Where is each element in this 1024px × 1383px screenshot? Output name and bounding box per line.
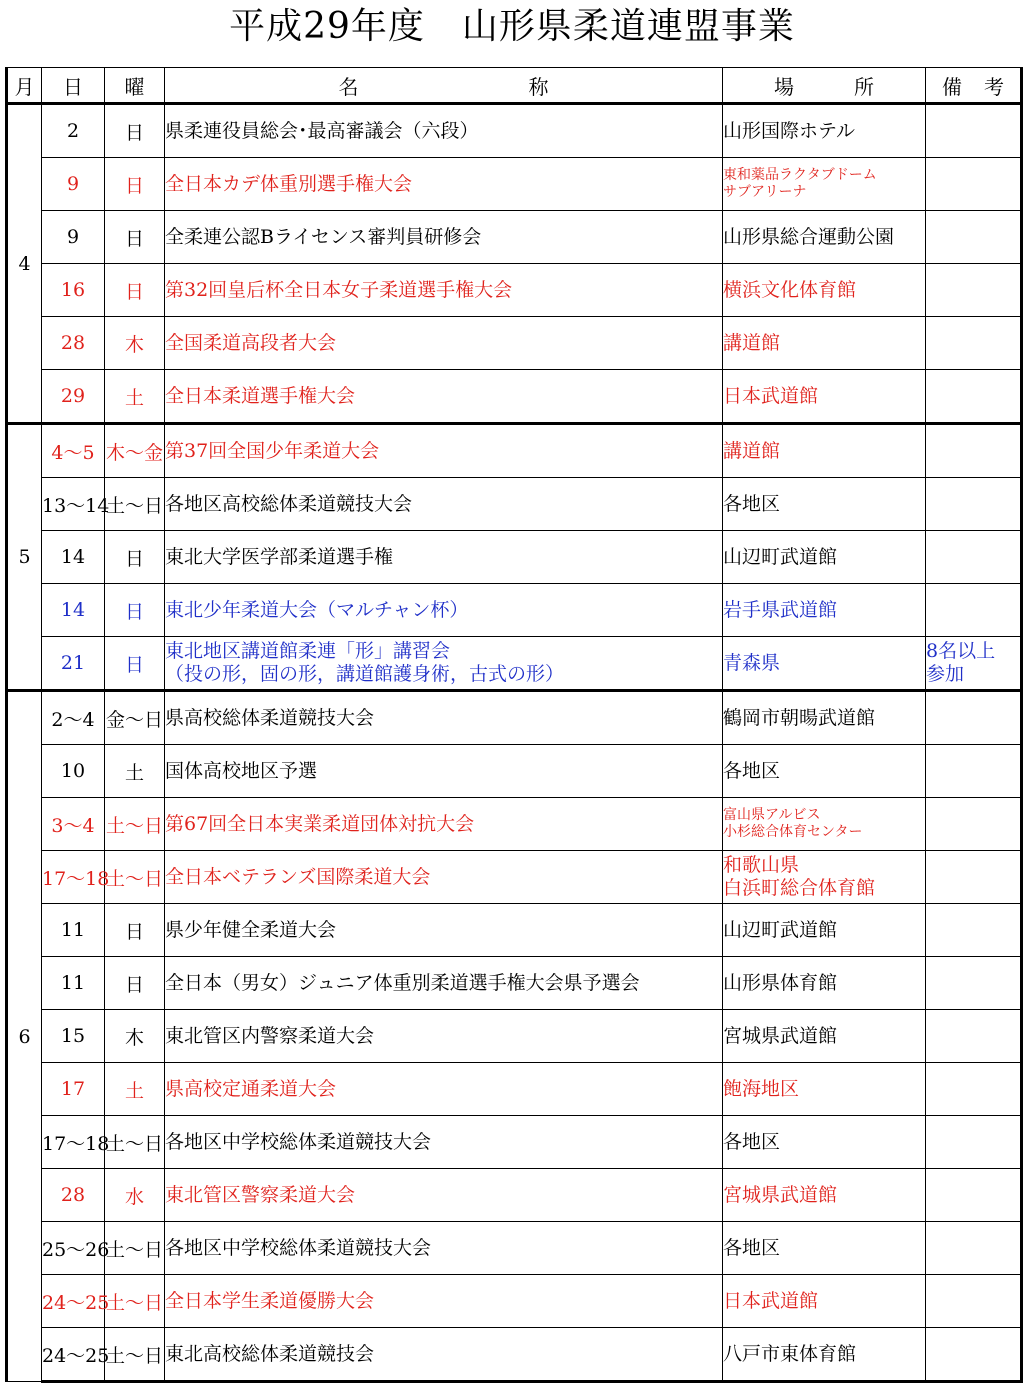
schedule-table <box>5 67 1023 1383</box>
event-name: 第37回全国少年柔道大会 <box>165 424 723 478</box>
table-row <box>7 957 1022 1010</box>
day-cell: 4～5 <box>42 424 105 478</box>
event-note <box>926 904 1022 957</box>
day-cell: 28 <box>42 1169 105 1222</box>
table-row <box>7 745 1022 798</box>
event-place: 各地区 <box>723 478 926 531</box>
event-note <box>926 158 1022 211</box>
table-row <box>7 584 1022 637</box>
event-name: 東北地区講道館柔連「形」講習会 （投の形，固の形，講道館護身術，古式の形） <box>165 637 723 691</box>
month-cell: 6 <box>7 691 42 1382</box>
event-name: 東北管区警察柔道大会 <box>165 1169 723 1222</box>
event-note <box>926 1169 1022 1222</box>
event-name: 全日本カデ体重別選手権大会 <box>165 158 723 211</box>
day-cell: 24～25 <box>42 1328 105 1382</box>
dow-cell: 土～日 <box>105 1328 165 1382</box>
table-row <box>7 317 1022 370</box>
dow-cell: 日 <box>105 904 165 957</box>
header-row <box>7 68 1022 104</box>
event-note <box>926 424 1022 478</box>
event-name: 第32回皇后杯全日本女子柔道選手権大会 <box>165 264 723 317</box>
event-place: 宮城県武道館 <box>723 1010 926 1063</box>
day-cell: 9 <box>42 158 105 211</box>
event-place: 山辺町武道館 <box>723 904 926 957</box>
dow-cell: 日 <box>105 531 165 584</box>
dow-cell: 日 <box>105 211 165 264</box>
event-place: 講道館 <box>723 317 926 370</box>
month-cell: 5 <box>7 424 42 691</box>
event-name: 全柔連公認Bライセンス審判員研修会 <box>165 211 723 264</box>
event-place: 各地区 <box>723 1222 926 1275</box>
dow-cell: 日 <box>105 158 165 211</box>
event-note <box>926 104 1022 158</box>
day-cell: 17 <box>42 1063 105 1116</box>
dow-cell: 土～日 <box>105 798 165 851</box>
event-name: 東北高校総体柔道競技会 <box>165 1328 723 1382</box>
event-name: 県少年健全柔道大会 <box>165 904 723 957</box>
event-place: 和歌山県 白浜町総合体育館 <box>723 851 926 904</box>
table-row <box>7 478 1022 531</box>
day-cell: 24～25 <box>42 1275 105 1328</box>
dow-cell: 金～日 <box>105 691 165 745</box>
day-cell: 17～18 <box>42 851 105 904</box>
event-place: 講道館 <box>723 424 926 478</box>
table-row <box>7 1116 1022 1169</box>
dow-cell: 土～日 <box>105 478 165 531</box>
page-title: 平成29年度 山形県柔道連盟事業 <box>229 6 795 47</box>
dow-cell: 日 <box>105 637 165 691</box>
day-cell: 9 <box>42 211 105 264</box>
dow-cell: 日 <box>105 264 165 317</box>
day-cell: 11 <box>42 904 105 957</box>
event-place: 鶴岡市朝暘武道館 <box>723 691 926 745</box>
event-place: 山辺町武道館 <box>723 531 926 584</box>
event-place: 東和薬品ラクタブドーム サブアリーナ <box>723 158 926 211</box>
day-cell: 21 <box>42 637 105 691</box>
event-name: 県柔連役員総会･最高審議会（六段） <box>165 104 723 158</box>
header-month: 月 <box>7 68 42 104</box>
event-name: 全国柔道高段者大会 <box>165 317 723 370</box>
table-row <box>7 637 1022 691</box>
header-dow: 曜 <box>105 68 165 104</box>
event-note <box>926 691 1022 745</box>
event-note <box>926 851 1022 904</box>
dow-cell: 土 <box>105 745 165 798</box>
event-place: 山形県総合運動公園 <box>723 211 926 264</box>
event-place: 各地区 <box>723 1116 926 1169</box>
dow-cell: 日 <box>105 957 165 1010</box>
dow-cell: 日 <box>105 584 165 637</box>
event-place: 横浜文化体育館 <box>723 264 926 317</box>
event-place: 山形県体育館 <box>723 957 926 1010</box>
day-cell: 28 <box>42 317 105 370</box>
event-note <box>926 478 1022 531</box>
event-note <box>926 745 1022 798</box>
event-name: 全日本ベテランズ国際柔道大会 <box>165 851 723 904</box>
dow-cell: 土～日 <box>105 1222 165 1275</box>
event-note <box>926 264 1022 317</box>
day-cell: 3～4 <box>42 798 105 851</box>
day-cell: 2～4 <box>42 691 105 745</box>
table-row <box>7 1222 1022 1275</box>
day-cell: 15 <box>42 1010 105 1063</box>
event-name: 各地区中学校総体柔道競技大会 <box>165 1222 723 1275</box>
event-note <box>926 1328 1022 1382</box>
event-name: 第67回全日本実業柔道団体対抗大会 <box>165 798 723 851</box>
dow-cell: 日 <box>105 104 165 158</box>
day-cell: 14 <box>42 531 105 584</box>
day-cell: 16 <box>42 264 105 317</box>
dow-cell: 木～金 <box>105 424 165 478</box>
table-row <box>7 851 1022 904</box>
event-place: 山形国際ホテル <box>723 104 926 158</box>
event-name: 東北大学医学部柔道選手権 <box>165 531 723 584</box>
table-row <box>7 531 1022 584</box>
header-name: 名 称 <box>165 68 723 104</box>
dow-cell: 土～日 <box>105 1275 165 1328</box>
header-day: 日 <box>42 68 105 104</box>
event-name: 全日本柔道選手権大会 <box>165 370 723 424</box>
event-note <box>926 1222 1022 1275</box>
event-note <box>926 1010 1022 1063</box>
table-row <box>7 264 1022 317</box>
event-note <box>926 370 1022 424</box>
month-cell: 4 <box>7 104 42 424</box>
event-note <box>926 317 1022 370</box>
event-place: 日本武道館 <box>723 1275 926 1328</box>
event-note <box>926 584 1022 637</box>
dow-cell: 土 <box>105 370 165 424</box>
event-name: 県高校総体柔道競技大会 <box>165 691 723 745</box>
event-name: 各地区高校総体柔道競技大会 <box>165 478 723 531</box>
event-note <box>926 1063 1022 1116</box>
day-cell: 29 <box>42 370 105 424</box>
dow-cell: 水 <box>105 1169 165 1222</box>
table-row <box>7 904 1022 957</box>
table-row <box>7 424 1022 478</box>
dow-cell: 土～日 <box>105 851 165 904</box>
day-cell: 17～18 <box>42 1116 105 1169</box>
event-note <box>926 1275 1022 1328</box>
event-name: 全日本（男女）ジュニア体重別柔道選手権大会県予選会 <box>165 957 723 1010</box>
day-cell: 14 <box>42 584 105 637</box>
event-note <box>926 798 1022 851</box>
event-name: 東北少年柔道大会（マルチャン杯） <box>165 584 723 637</box>
header-note: 備 考 <box>926 68 1022 104</box>
event-name: 東北管区内警察柔道大会 <box>165 1010 723 1063</box>
day-cell: 11 <box>42 957 105 1010</box>
table-row <box>7 158 1022 211</box>
dow-cell: 木 <box>105 1010 165 1063</box>
event-place: 富山県アルビス 小杉総合体育センター <box>723 798 926 851</box>
dow-cell: 木 <box>105 317 165 370</box>
table-row <box>7 211 1022 264</box>
event-place: 飽海地区 <box>723 1063 926 1116</box>
event-place: 八戸市東体育館 <box>723 1328 926 1382</box>
table-row <box>7 1328 1022 1382</box>
table-row <box>7 1275 1022 1328</box>
table-row <box>7 104 1022 158</box>
table-row <box>7 798 1022 851</box>
event-place: 各地区 <box>723 745 926 798</box>
dow-cell: 土～日 <box>105 1116 165 1169</box>
table-row <box>7 691 1022 745</box>
header-place: 場 所 <box>723 68 926 104</box>
table-row <box>7 1063 1022 1116</box>
event-name: 県高校定通柔道大会 <box>165 1063 723 1116</box>
event-name: 国体高校地区予選 <box>165 745 723 798</box>
event-name: 各地区中学校総体柔道競技大会 <box>165 1116 723 1169</box>
event-place: 岩手県武道館 <box>723 584 926 637</box>
table-row <box>7 1010 1022 1063</box>
event-name: 全日本学生柔道優勝大会 <box>165 1275 723 1328</box>
day-cell: 25～26 <box>42 1222 105 1275</box>
day-cell: 2 <box>42 104 105 158</box>
event-note <box>926 211 1022 264</box>
event-place: 宮城県武道館 <box>723 1169 926 1222</box>
event-note <box>926 957 1022 1010</box>
event-note: 8名以上 参加 <box>926 637 1022 691</box>
event-note <box>926 531 1022 584</box>
event-place: 青森県 <box>723 637 926 691</box>
table-row <box>7 1169 1022 1222</box>
dow-cell: 土 <box>105 1063 165 1116</box>
event-note <box>926 1116 1022 1169</box>
day-cell: 13～14 <box>42 478 105 531</box>
event-place: 日本武道館 <box>723 370 926 424</box>
day-cell: 10 <box>42 745 105 798</box>
table-row <box>7 370 1022 424</box>
